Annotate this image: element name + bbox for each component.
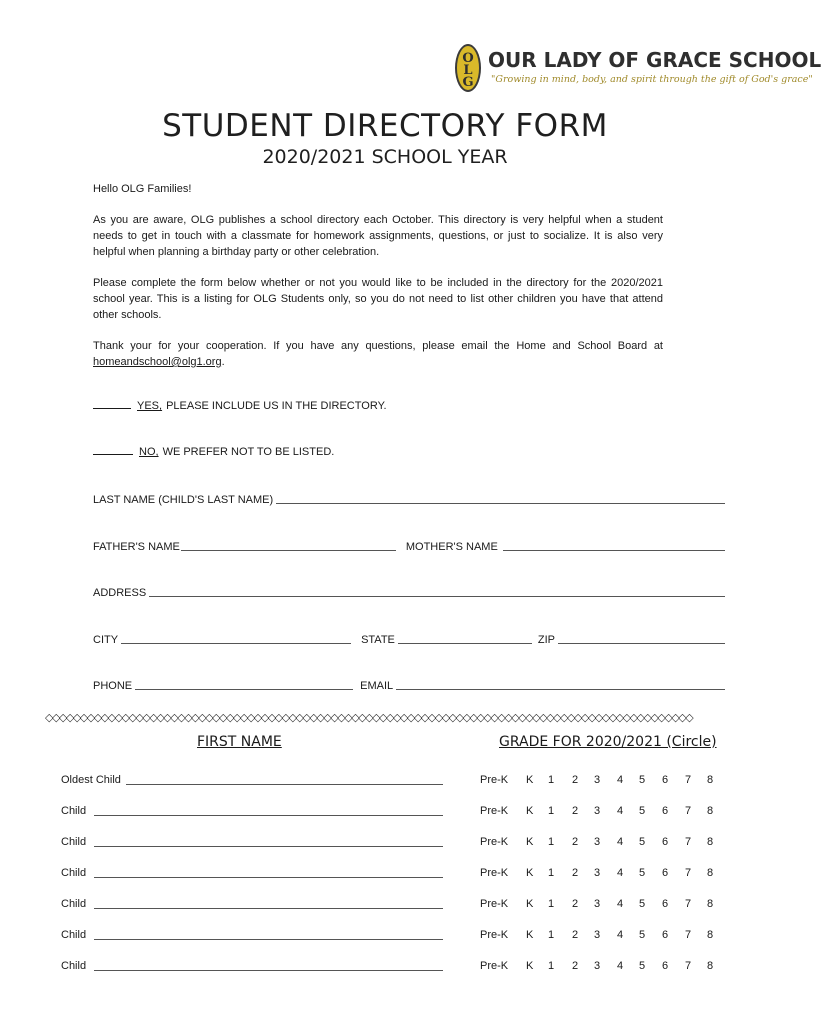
grade-option[interactable]: 8 <box>707 898 714 910</box>
grade-option[interactable]: 8 <box>707 960 714 972</box>
school-year-subtitle: 2020/2021 SCHOOL YEAR <box>262 146 508 168</box>
child-label: Child <box>61 898 87 910</box>
grade-option[interactable]: 4 <box>617 898 624 910</box>
grade-option[interactable]: 5 <box>639 898 646 910</box>
last-name-row <box>93 492 725 506</box>
no-key: NO, <box>139 446 159 458</box>
fathers-name-label: FATHER'S NAME <box>93 541 180 553</box>
grade-option[interactable]: 4 <box>617 867 624 879</box>
child-row <box>61 896 716 912</box>
email-input-line[interactable] <box>396 678 725 690</box>
school-name: OUR LADY OF GRACE SCHOOL <box>488 48 821 72</box>
last-name-input-line[interactable] <box>276 492 725 504</box>
city-input-line[interactable] <box>121 632 351 644</box>
child-first-name-input-line[interactable] <box>94 970 443 971</box>
grade-option[interactable]: 6 <box>662 898 669 910</box>
grade-option[interactable]: 8 <box>707 774 714 786</box>
last-name-label: LAST NAME (CHILD'S LAST NAME) <box>93 494 274 506</box>
grade-option[interactable]: 8 <box>707 867 714 879</box>
first-name-header: FIRST NAME <box>197 734 282 750</box>
greeting: Hello OLG Families! <box>93 183 192 195</box>
child-row <box>61 834 716 850</box>
grade-header: GRADE FOR 2020/2021 (Circle) <box>499 734 717 750</box>
child-row <box>61 865 716 881</box>
grade-option[interactable]: 5 <box>639 960 646 972</box>
child-first-name-input-line[interactable] <box>94 939 443 940</box>
yes-key: YES, <box>137 400 163 412</box>
no-checkbox-line[interactable] <box>93 454 133 455</box>
grade-option[interactable]: Pre-K <box>480 867 509 879</box>
grade-option[interactable]: K <box>526 898 534 910</box>
option-no <box>93 446 334 458</box>
grade-option[interactable]: 2 <box>572 836 579 848</box>
grade-option[interactable]: 3 <box>594 836 601 848</box>
yes-text: PLEASE INCLUDE US IN THE DIRECTORY. <box>166 400 387 412</box>
grade-option[interactable]: 1 <box>548 774 555 786</box>
child-first-name-input-line[interactable] <box>94 908 443 909</box>
contact-end: . <box>221 356 225 368</box>
email-label: EMAIL <box>360 680 394 692</box>
grade-option[interactable]: Pre-K <box>480 805 509 817</box>
intro-paragraph: As you are aware, OLG publishes a school directory each October. This directory is very helpful when a student needs to get in touch with a classmate for homework assignments, questions, or just to socialize. It is also very helpful when planning a birthday party or other celebration. <box>93 214 663 258</box>
contact-text: Thank your for your cooperation. If you have any questions, please email the Home and School Board at <box>93 340 663 352</box>
grade-option[interactable]: 6 <box>662 836 669 848</box>
child-row <box>61 927 716 943</box>
no-text: WE PREFER NOT TO BE LISTED. <box>162 446 335 458</box>
grade-option[interactable]: 3 <box>594 774 601 786</box>
grade-option[interactable]: 3 <box>594 929 601 941</box>
grade-option[interactable]: 1 <box>548 929 555 941</box>
grade-option[interactable]: 2 <box>572 805 579 817</box>
grade-option[interactable]: 3 <box>594 898 601 910</box>
grade-option[interactable]: 2 <box>572 774 579 786</box>
state-input-line[interactable] <box>398 632 532 644</box>
grade-option[interactable]: 6 <box>662 867 669 879</box>
email-link[interactable]: homeandschool@olg1.org <box>93 356 222 368</box>
fathers-name-input-line[interactable] <box>181 539 396 551</box>
school-motto: "Growing in mind, body, and spirit through the gift of God's grace" <box>491 74 813 85</box>
grade-option[interactable]: 5 <box>639 805 646 817</box>
form-title: STUDENT DIRECTORY FORM <box>162 108 608 144</box>
address-row <box>93 585 725 599</box>
child-first-name-input-line[interactable] <box>94 815 443 816</box>
grade-option[interactable]: 7 <box>685 805 692 817</box>
grade-option[interactable]: 1 <box>548 836 555 848</box>
school-logo <box>455 44 821 94</box>
child-label: Oldest Child <box>61 774 121 786</box>
grade-option[interactable]: 4 <box>617 929 624 941</box>
child-label: Child <box>61 929 87 941</box>
grade-option[interactable]: 5 <box>639 929 646 941</box>
grade-option[interactable]: 1 <box>548 867 555 879</box>
grade-option[interactable]: 4 <box>617 774 624 786</box>
grade-option[interactable]: 4 <box>617 960 624 972</box>
grade-option[interactable]: Pre-K <box>480 774 509 786</box>
grade-option[interactable]: 7 <box>685 960 692 972</box>
grade-option[interactable]: 8 <box>707 836 714 848</box>
city-state-zip-row <box>93 632 725 646</box>
parents-row <box>93 539 725 553</box>
grade-option[interactable]: 1 <box>548 898 555 910</box>
grade-option[interactable]: 3 <box>594 805 601 817</box>
state-label: STATE <box>361 634 395 646</box>
grade-option[interactable]: 6 <box>662 805 669 817</box>
grade-option[interactable]: 6 <box>662 929 669 941</box>
grade-option[interactable]: Pre-K <box>480 836 509 848</box>
phone-email-row <box>93 678 725 692</box>
grade-option[interactable]: 1 <box>548 805 555 817</box>
mothers-name-label: MOTHER'S NAME <box>405 541 498 553</box>
grade-option[interactable]: K <box>526 774 534 786</box>
child-first-name-input-line[interactable] <box>94 846 443 847</box>
yes-checkbox-line[interactable] <box>93 408 131 409</box>
grade-option[interactable]: 5 <box>639 774 646 786</box>
grade-option[interactable]: 7 <box>685 774 692 786</box>
grade-option[interactable]: 7 <box>685 898 692 910</box>
grade-option[interactable]: 3 <box>594 960 601 972</box>
grade-option[interactable]: 8 <box>707 929 714 941</box>
mothers-name-input-line[interactable] <box>503 539 725 551</box>
grade-option[interactable]: 7 <box>685 836 692 848</box>
grade-option[interactable]: 1 <box>548 960 555 972</box>
child-label: Child <box>61 805 87 817</box>
grade-option[interactable]: 6 <box>662 960 669 972</box>
option-yes <box>93 400 387 412</box>
zip-label: ZIP <box>537 634 556 646</box>
instructions-paragraph: Please complete the form below whether or not you would like to be included in the directory for the 2020/2021 school year. This is a listing for OLG Students only, so you do not need to list other children you have that attend other schools. <box>93 277 663 321</box>
child-row <box>61 958 716 974</box>
city-label: CITY <box>93 634 119 646</box>
olg-seal-icon: O L G <box>455 44 481 92</box>
grade-option[interactable]: Pre-K <box>480 929 509 941</box>
grade-option[interactable]: K <box>526 805 534 817</box>
grade-option[interactable]: K <box>526 960 534 972</box>
address-label: ADDRESS <box>93 587 147 599</box>
grade-option[interactable]: K <box>526 867 534 879</box>
child-label: Child <box>61 960 87 972</box>
grade-option[interactable]: 2 <box>572 898 579 910</box>
zip-input-line[interactable] <box>558 632 725 644</box>
grade-option[interactable]: 7 <box>685 867 692 879</box>
grade-option[interactable]: K <box>526 929 534 941</box>
grade-option[interactable]: 5 <box>639 867 646 879</box>
grade-option[interactable]: 3 <box>594 867 601 879</box>
child-first-name-input-line[interactable] <box>94 877 443 878</box>
child-label: Child <box>61 867 87 879</box>
grade-option[interactable]: 6 <box>662 774 669 786</box>
child-label: Child <box>61 836 87 848</box>
grade-option[interactable]: K <box>526 836 534 848</box>
grade-option[interactable]: 2 <box>572 960 579 972</box>
grade-option[interactable]: 5 <box>639 836 646 848</box>
grade-option[interactable]: 7 <box>685 929 692 941</box>
grade-option[interactable]: 2 <box>572 929 579 941</box>
grade-option[interactable]: Pre-K <box>480 960 509 972</box>
address-input-line[interactable] <box>149 585 725 597</box>
grade-option[interactable]: Pre-K <box>480 898 509 910</box>
child-row <box>61 803 716 819</box>
contact-paragraph <box>93 338 663 370</box>
grade-option[interactable]: 8 <box>707 805 714 817</box>
diamond-divider: ◇◇◇◇◇◇◇◇◇◇◇◇◇◇◇◇◇◇◇◇◇◇◇◇◇◇◇◇◇◇◇◇◇◇◇◇◇◇◇◇◇◇◇◇◇◇◇◇◇◇◇◇◇◇◇◇◇◇◇◇◇◇◇◇◇◇◇◇◇◇◇◇◇◇◇◇◇◇◇◇◇◇◇◇◇◇◇◇◇◇◇◇◇ <box>45 711 693 724</box>
grade-option[interactable]: 2 <box>572 867 579 879</box>
phone-label: PHONE <box>93 680 133 692</box>
grade-option[interactable]: 4 <box>617 836 624 848</box>
child-row <box>61 772 716 788</box>
grade-option[interactable]: 4 <box>617 805 624 817</box>
phone-input-line[interactable] <box>135 678 353 690</box>
child-first-name-input-line[interactable] <box>126 784 443 785</box>
